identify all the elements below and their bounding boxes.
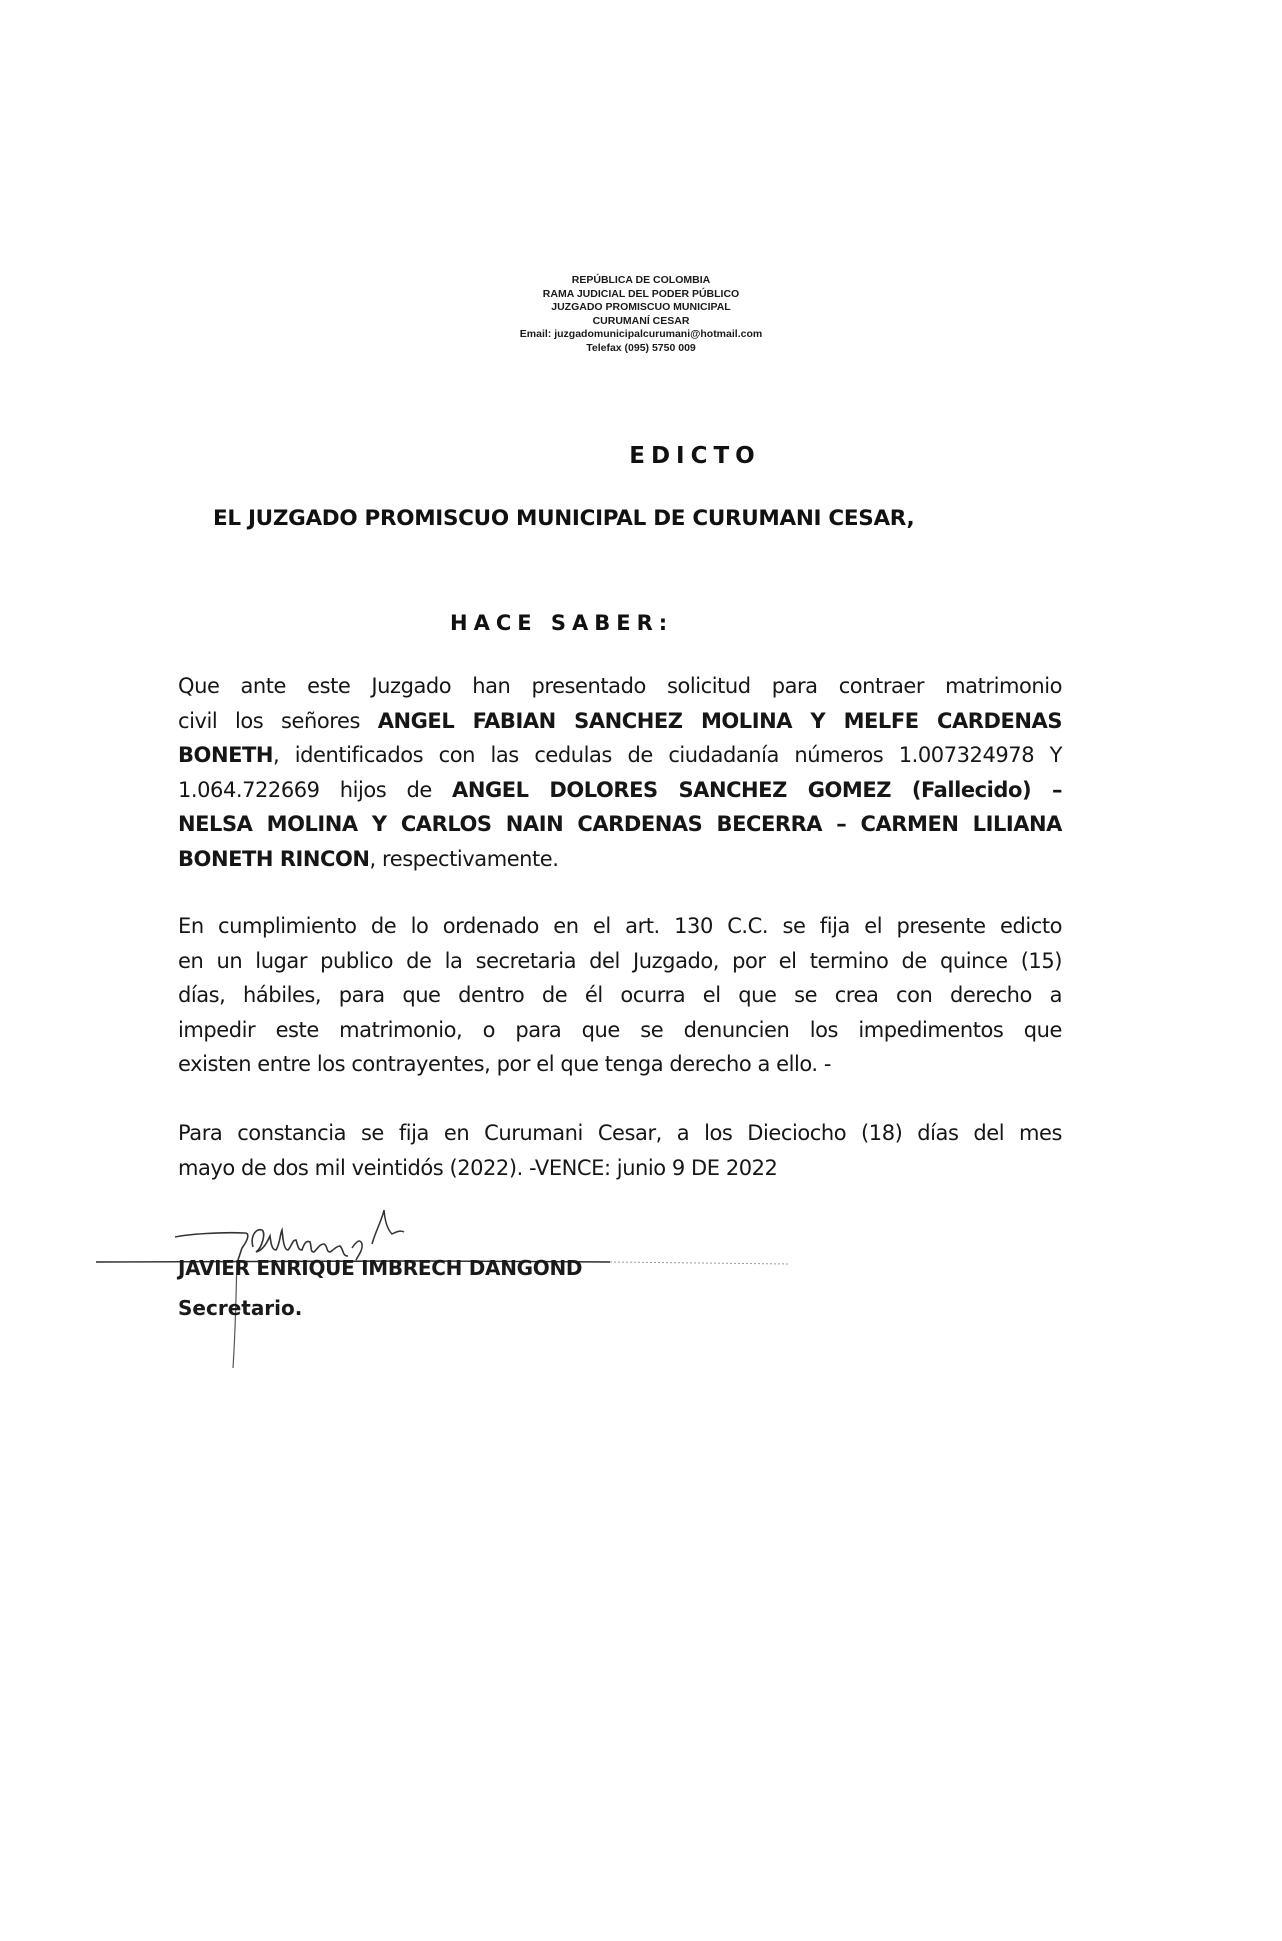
- paragraph-line: mayo de dos mil veintidós (2022). -VENCE: junio 9 DE 2022: [178, 1155, 778, 1180]
- paragraph-compliance: [178, 909, 1062, 1082]
- letterhead-court: JUZGADO PROMISCUO MUNICIPAL: [551, 301, 731, 313]
- letterhead: [441, 274, 841, 355]
- paragraph-line: impedir este matrimonio, o para que se denuncien los impedimentos que: [178, 1017, 1062, 1042]
- document-title: EDICTO: [629, 443, 761, 469]
- letterhead-branch: RAMA JUDICIAL DEL PODER PÚBLICO: [542, 287, 740, 300]
- parent-names: BONETH RINCON: [178, 846, 370, 871]
- signer-role: Secretario.: [178, 1296, 303, 1320]
- paragraph-line: [178, 842, 1062, 877]
- letterhead-city: CURUMANÍ CESAR: [592, 314, 690, 327]
- letterhead-country: REPÚBLICA DE COLOMBIA: [571, 274, 711, 286]
- text: , identificados con las cedulas de ciudadanía números 1.007324978 Y: [272, 743, 1062, 767]
- court-heading: EL JUZGADO PROMISCUO MUNICIPAL DE CURUMANI CESAR,: [213, 506, 915, 531]
- paragraph-request: [178, 669, 1062, 876]
- text: 1.064.722669 hijos de: [178, 777, 453, 802]
- letterhead-email: Email: juzgadomunicipalcurumani@hotmail.com: [519, 328, 763, 340]
- hace-saber-heading: HACE SABER:: [450, 611, 674, 635]
- paragraph-line: [178, 669, 1062, 704]
- paragraph-line: En cumplimiento de lo ordenado en el art. 130 C.C. se fija el presente edicto: [178, 914, 1062, 938]
- paragraph-line: [178, 738, 1062, 773]
- paragraph-line: Para constancia se fija en Curumani Cesar, a los Dieciocho (18) días del mes: [178, 1121, 1062, 1145]
- parent-names: NELSA MOLINA Y CARLOS NAIN CARDENAS BECERRA – CARMEN LILIANA: [178, 812, 1062, 836]
- text: Que ante este Juzgado han presentado solicitud para contraer matrimonio: [178, 674, 1062, 698]
- paragraph-line: [178, 773, 1062, 808]
- paragraph-line: días, hábiles, para que dentro de él ocurra el que se crea con derecho a: [178, 983, 1062, 1007]
- paragraph-line: [178, 704, 1062, 739]
- paragraph-line: [178, 807, 1062, 842]
- parent-names: ANGEL DOLORES SANCHEZ GOMEZ (Fallecido) –: [452, 777, 1062, 802]
- letterhead-telefax: Telefax (095) 5750 009: [586, 341, 696, 354]
- applicant-surname: BONETH: [178, 743, 273, 767]
- paragraph-constancia: [178, 1116, 1062, 1185]
- paragraph-line: existen entre los contrayentes, por el que tenga derecho a ello. -: [178, 1052, 832, 1076]
- signer-name: JAVIER ENRIQUE IMBRECH DANGOND: [178, 1256, 583, 1280]
- text: civil los señores: [178, 708, 378, 733]
- paragraph-line: en un lugar publico de la secretaria del Juzgado, por el termino de quince (15): [178, 948, 1062, 973]
- text: , respectivamente.: [369, 846, 559, 871]
- applicant-names: ANGEL FABIAN SANCHEZ MOLINA Y MELFE CARDENAS: [377, 708, 1062, 733]
